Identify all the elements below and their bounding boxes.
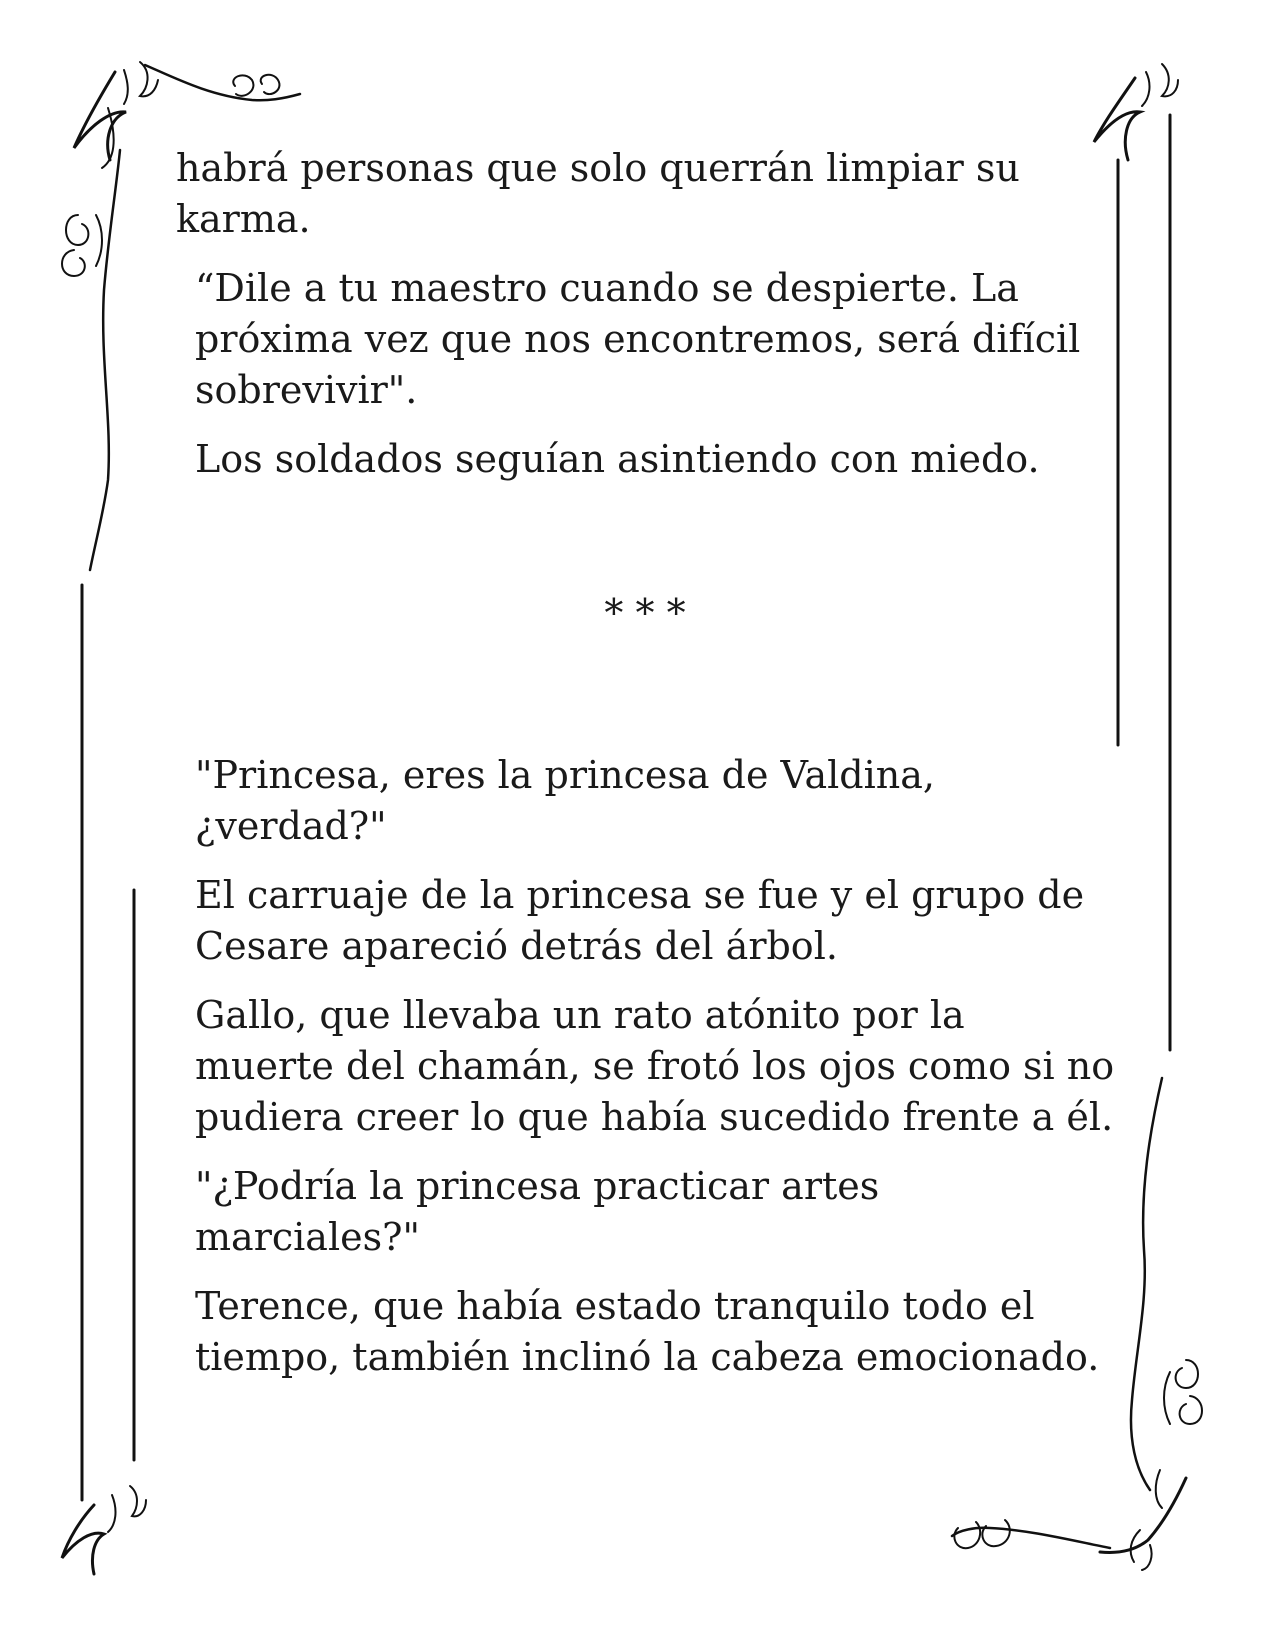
paragraph [176, 263, 1096, 416]
text-section-two [176, 750, 1115, 1401]
paragraph [176, 1281, 1100, 1383]
text-line: "Princesa, eres la princesa de Valdina, [195, 753, 935, 797]
text-line: habrá personas que solo querrán limpiar su [176, 146, 1020, 190]
text-line: “Dile a tu maestro cuando se despierte. La [195, 266, 1019, 310]
top-right-flourish-icon [1094, 64, 1178, 160]
text-line: próxima vez que nos encontremos, será difícil [195, 317, 1081, 361]
text-line: sobrevivir". [195, 368, 418, 412]
text-line: pudiera creer lo que había sucedido frente a él. [195, 1095, 1114, 1139]
text-line: "¿Podría la princesa practicar artes [195, 1164, 880, 1208]
scene-break-separator: * * * [604, 591, 686, 635]
paragraph [176, 750, 1096, 852]
text-line: karma. [176, 197, 311, 241]
paragraph [176, 1161, 1096, 1263]
text-line: Terence, que había estado tranquilo todo el [195, 1284, 1035, 1328]
text-line: Los soldados seguían asintiendo con miedo. [195, 437, 1040, 481]
paragraph [176, 434, 1096, 485]
text-line: marciales?" [195, 1215, 420, 1259]
text-line: Cesare apareció detrás del árbol. [195, 924, 838, 968]
text-line: muerte del chamán, se frotó los ojos como si no [195, 1044, 1115, 1088]
text-line: Gallo, que llevaba un rato atónito por la [195, 993, 965, 1037]
bottom-left-flourish-icon [62, 1486, 146, 1574]
text-line: tiempo, también inclinó la cabeza emocionado. [195, 1335, 1100, 1379]
text-line: ¿verdad?" [195, 804, 387, 848]
paragraph [176, 990, 1115, 1143]
paragraph [176, 143, 1096, 245]
paragraph [176, 870, 1096, 972]
text-section-one [176, 143, 1096, 503]
text-line: El carruaje de la princesa se fue y el grupo de [195, 873, 1085, 917]
